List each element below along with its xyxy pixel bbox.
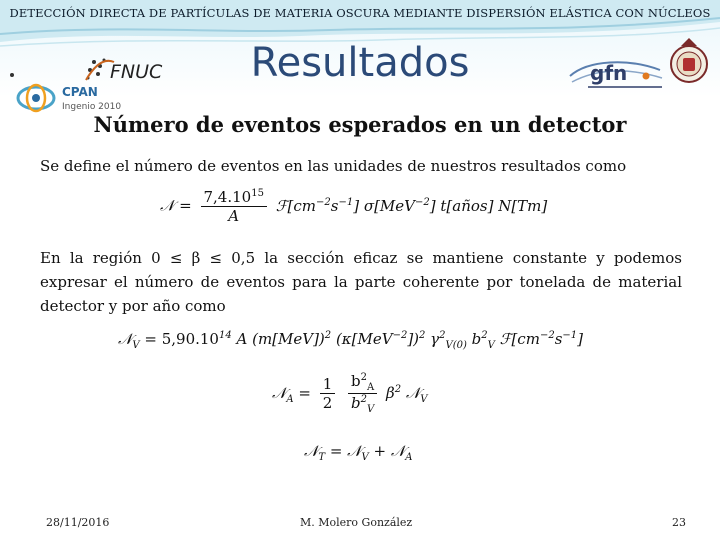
equation3-fraction-half xyxy=(320,375,336,412)
equation1-fraction xyxy=(201,188,267,225)
paragraph-coherent-region: En la región 0 ≤ β ≤ 0,5 la sección eficaz se mantiene constante y podemos expresar el número de eventos para la parte coherente por tonelada de material detector y por año como xyxy=(40,249,682,315)
eq1-denominator: A xyxy=(228,207,240,225)
ucm-seal-logo xyxy=(668,36,710,88)
fnuc-logo-text: FNUC xyxy=(110,61,163,83)
eq2-exponent: 14 xyxy=(218,330,232,341)
gfn-logo xyxy=(568,56,666,90)
presentation-header-title: DETECCIÓN DIRECTA DE PARTÍCULAS DE MATERIA OSCURA MEDIANTE DISPERSIÓN ELÁSTICA CON NÚCLEOS xyxy=(9,6,711,20)
eq3-denominator: 2 xyxy=(322,394,333,412)
footer-page-number: 23 xyxy=(672,516,686,529)
cpan-logo-text: CPAN xyxy=(62,85,98,99)
paragraph-definition: Se define el número de eventos en las unidades de nuestros resultados como xyxy=(40,157,627,175)
footer-date: 28/11/2016 xyxy=(46,516,110,529)
bullet-dot xyxy=(10,73,14,77)
gfn-logo-text: gfn xyxy=(590,61,628,85)
footer-author: M. Molero González xyxy=(300,516,413,529)
equation-total-events: 𝒩$_T$ = 𝒩$_V$ + 𝒩$_A$ xyxy=(304,442,413,463)
eq3-numerator: 1 xyxy=(320,375,336,394)
cpan-logo-subtext: Ingenio 2010 xyxy=(62,102,122,112)
cpan-logo xyxy=(14,80,126,114)
eq1-exponent: 15 xyxy=(251,188,264,199)
slide-subtitle: Número de eventos esperados en un detector xyxy=(93,112,627,137)
equation-axial-events: 𝒩$_A$ = $\frac{1}{2}$ $\frac{b^2_A}{b^2_V}$ $\beta^2$ 𝒩$_V$ xyxy=(272,372,428,415)
equation3-fraction-b: $\frac{b^2_A}{b^2_V}$ xyxy=(348,372,377,415)
equation-vector-events: 𝒩$_V$ = $5,90.10^{14}$ A $(m[MeV])^2$ $(\kappa[MeV^{-2}])^2$ $\gamma^2_{V(0)}$ $b^2_V$ $ℱ[cm^{-2}s^{-1}]$ xyxy=(118,330,583,351)
eq1-numerator: 7,4.10 xyxy=(203,188,252,206)
eq2-coefficient: 5,90.10 xyxy=(161,330,219,348)
slide-title: Resultados xyxy=(250,40,470,86)
equation-events-definition: 𝒩 = $\frac{7,4.10^{15}}{A}$ $ℱ[cm^{-2}s^{-1}]$ σ[MeV$^{-2}$] t[años] N[Tm] xyxy=(160,188,548,225)
